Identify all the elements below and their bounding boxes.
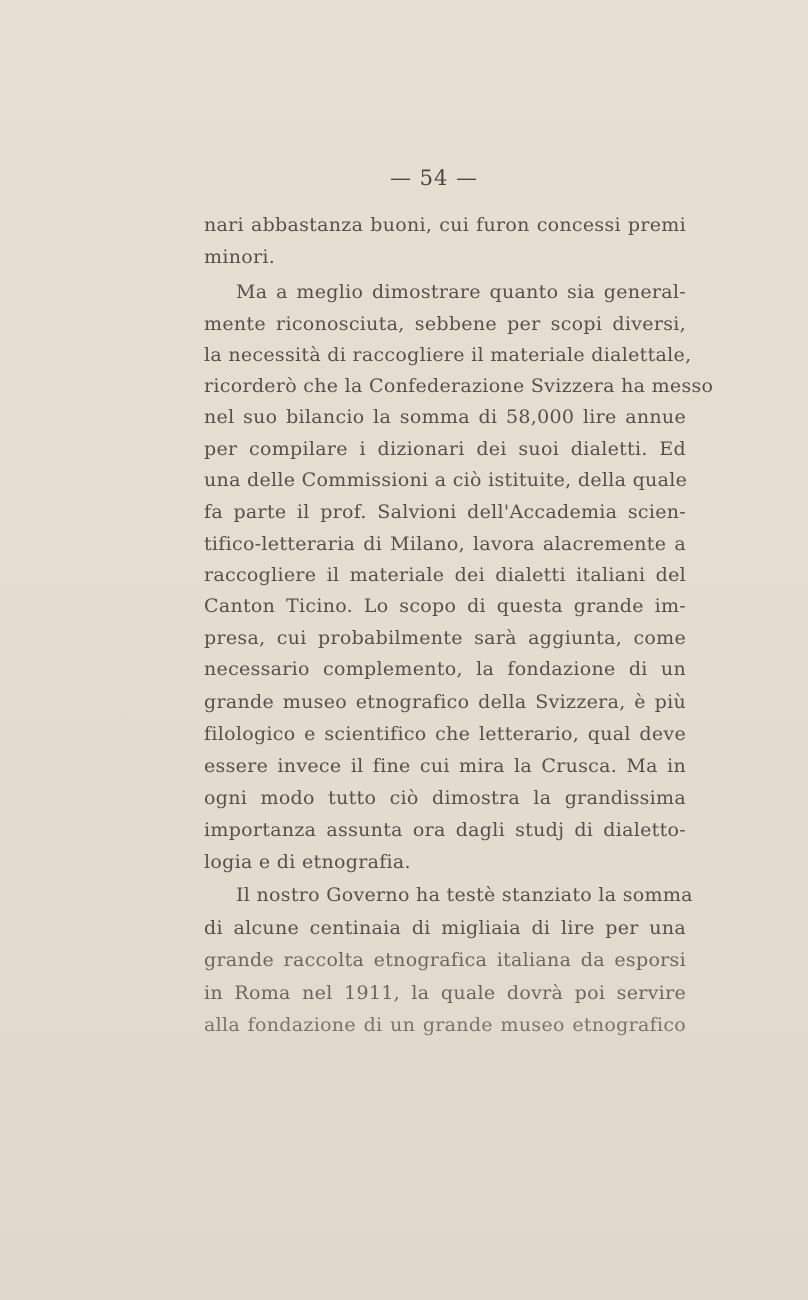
text-line: in Roma nel 1911, la quale dovrà poi servire	[204, 982, 686, 1004]
text-line: ricorderò che la Confederazione Svizzera ha messo	[204, 375, 714, 397]
text-line: la necessità di raccogliere il materiale dialettale,	[204, 344, 692, 366]
text-line: minori.	[204, 246, 276, 268]
text-line: essere invece il fine cui mira la Crusca. Ma in	[204, 755, 686, 777]
text-line: mente riconosciuta, sebbene per scopi diversi,	[204, 313, 686, 335]
text-line: di alcune centinaia di migliaia di lire per una	[204, 917, 686, 939]
page-number: — 54 —	[389, 166, 479, 190]
text-line: importanza assunta ora dagli studj di dialetto-	[204, 819, 686, 841]
text-line: raccogliere il materiale dei dialetti italiani del	[204, 564, 686, 586]
text-line: alla fondazione di un grande museo etnografico	[204, 1014, 686, 1036]
text-line: nari abbastanza buoni, cui furon concessi premi	[204, 214, 686, 236]
paragraph-start-line: Ma a meglio dimostrare quanto sia general-	[236, 281, 686, 303]
text-line: presa, cui probabilmente sarà aggiunta, come	[204, 627, 686, 649]
text-line: per compilare i dizionari dei suoi dialetti. Ed	[204, 438, 686, 460]
text-line: grande raccolta etnografica italiana da esporsi	[204, 949, 686, 971]
text-line: filologico e scientifico che letterario, qual deve	[204, 723, 686, 745]
text-line: una delle Commissioni a ciò istituite, della quale	[204, 469, 688, 491]
paragraph-start-line: Il nostro Governo ha testè stanziato la somma	[236, 884, 693, 906]
text-line: grande museo etnografico della Svizzera, è più	[204, 691, 686, 713]
text-line: necessario complemento, la fondazione di un	[204, 658, 686, 680]
text-line: Canton Ticino. Lo scopo di questa grande im-	[204, 595, 686, 617]
text-line: ogni modo tutto ciò dimostra la grandissima	[204, 787, 686, 809]
text-line: logia e di etnografia.	[204, 851, 411, 873]
text-line: nel suo bilancio la somma di 58,000 lire annue	[204, 406, 686, 428]
text-line: tifico-letteraria di Milano, lavora alacremente a	[204, 533, 686, 555]
text-line: fa parte il prof. Salvioni dell'Accademia scien-	[204, 501, 686, 523]
